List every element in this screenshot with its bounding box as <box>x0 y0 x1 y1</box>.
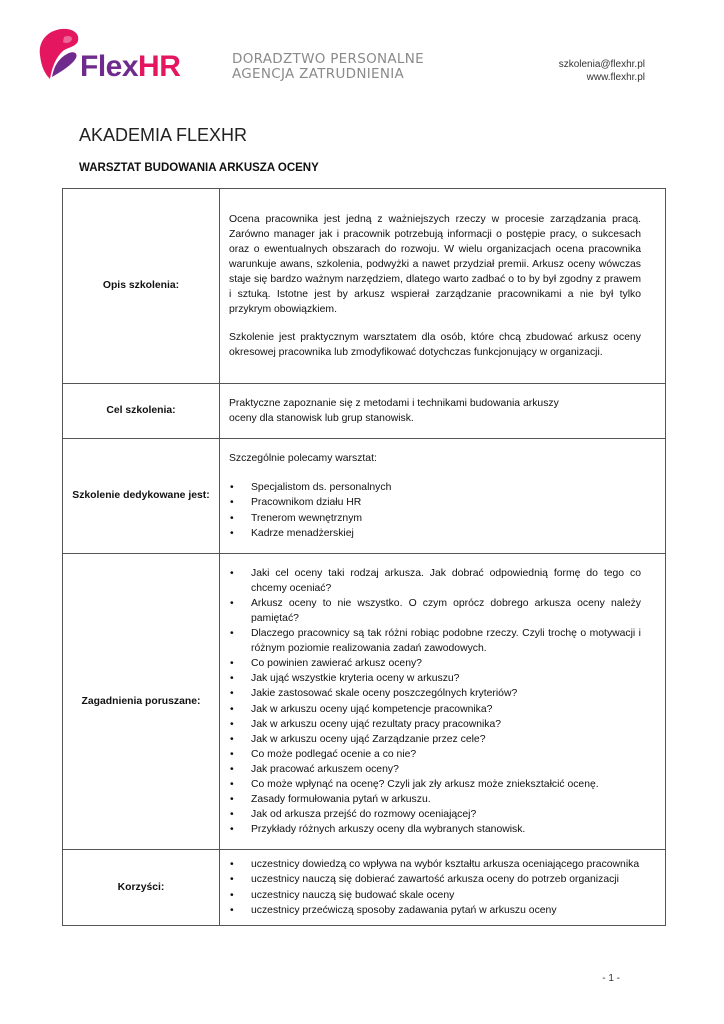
list-item: • Zasady formułowania pytań w arkuszu. <box>229 792 641 807</box>
contact-email[interactable]: szkolenia@flexhr.pl <box>558 59 645 70</box>
course-table <box>62 188 666 926</box>
opis-paragraph-2: Szkolenie jest praktycznym warsztatem dla osób, które chcą zbudować arkusz oceny okresowej pracownika lub zmodyfikować dotychczas funkcjonujący w organizacji. <box>229 332 641 359</box>
zagadnienia-list <box>229 566 641 838</box>
contact-info <box>559 58 645 84</box>
row-korzysci <box>63 850 666 926</box>
list-item: • Jak w arkuszu oceny ująć rezultaty pracy pracownika? <box>229 717 641 732</box>
opis-paragraph-1: Ocena pracownika jest jedną z ważniejszych rzeczy w procesie zarządzania pracą. Zarówno manager jak i pracownik potrzebują informacji o postępie pracy, o sukcesach oraz o ewentualnych obszarach do rozwoju. W wielu organizacjach ocena pracownika warunkuje awans, szkolenia, podwyżki a nawet przydział premii. Arkusz oceny wówczas staje się bardzo ważnym narzędziem, dlatego warto zadbać o to by był zgodny z prawem i sztuką. Istotne jest by arkusz wspierał zarządzanie pracownikami a nie był tylko przykrym obowiązkiem. <box>229 213 641 316</box>
list-item: • Jakie zastosować skale oceny poszczególnych kryteriów? <box>229 686 641 701</box>
list-item: • Co powinien zawierać arkusz oceny? <box>229 656 641 671</box>
list-item: • uczestnicy przećwiczą sposoby zadawania pytań w arkuszu oceny <box>229 903 645 918</box>
label-cel: Cel szkolenia: <box>63 384 220 439</box>
list-item: • Jak od arkusza przejść do rozmowy oceniającej? <box>229 807 641 822</box>
page-title: AKADEMIA FLEXHR <box>79 125 248 145</box>
row-dedykowane <box>63 439 666 554</box>
dedykowane-intro: Szczególnie polecamy warsztat: <box>229 453 377 465</box>
list-item: • Specjalistom ds. personalnych <box>229 480 641 495</box>
korzysci-list <box>229 857 645 917</box>
list-item: • Dlaczego pracownicy są tak różni robiąc podobne rzeczy. Czyli trochę o motywacji i różnym poziomie realizowania zadań zawodowych. <box>229 626 641 656</box>
list-item: • Jak pracować arkuszem oceny? <box>229 762 641 777</box>
list-item: • uczestnicy nauczą się dobierać zawartość arkusza oceny do potrzeb organizacji <box>229 872 645 887</box>
row-cel <box>63 384 666 439</box>
page-number: - 1 - <box>602 973 620 984</box>
list-item: • uczestnicy nauczą się budować skale oceny <box>229 888 645 903</box>
body-cel <box>220 384 666 439</box>
list-item: • Co może podlegać ocenie a co nie? <box>229 747 641 762</box>
tagline-line-1: DORADZTWO PERSONALNE <box>232 51 424 67</box>
list-item: • Jaki cel oceny taki rodzaj arkusza. Jak dobrać odpowiednią formę do tego co chcemy oceniać? <box>229 566 641 596</box>
list-item: • Pracownikom działu HR <box>229 495 641 510</box>
brand-name <box>80 50 180 84</box>
brand-flex: Flex <box>80 50 139 83</box>
body-dedykowane <box>220 439 666 554</box>
list-item: • Co może wpłynąć na ocenę? Czyli jak zły arkusz może zniekształcić ocenę. <box>229 777 641 792</box>
list-item: • uczestnicy dowiedzą co wpływa na wybór kształtu arkusza oceniającego pracownika <box>229 857 645 872</box>
workshop-title: WARSZTAT BUDOWANIA ARKUSZA OCENY <box>79 162 319 174</box>
list-item: • Przykłady różnych arkuszy oceny dla wybranych stanowisk. <box>229 822 641 837</box>
dedykowane-list <box>229 480 641 540</box>
label-opis: Opis szkolenia: <box>63 189 220 384</box>
list-item: • Arkusz oceny to nie wszystko. O czym oprócz dobrego arkusza oceny należy pamiętać? <box>229 596 641 626</box>
body-zagadnienia <box>220 554 666 850</box>
list-item: • Trenerom wewnętrznym <box>229 511 641 526</box>
contact-website[interactable]: www.flexhr.pl <box>586 72 645 83</box>
label-zagadnienia: Zagadnienia poruszane: <box>63 554 220 850</box>
row-zagadnienia <box>63 554 666 850</box>
tagline-line-2: AGENCJA ZATRUDNIENIA <box>232 66 405 82</box>
tagline <box>232 52 424 82</box>
cel-text: Praktyczne zapoznanie się z metodami i technikami budowania arkuszy oceny dla stanowisk lub grup stanowisk. <box>229 397 559 424</box>
body-korzysci <box>220 850 666 926</box>
label-korzysci: Korzyści: <box>63 850 220 926</box>
row-opis <box>63 189 666 384</box>
list-item: • Jak ująć wszystkie kryteria oceny w arkuszu? <box>229 671 641 686</box>
list-item: • Jak w arkuszu oceny ująć Zarządzanie przez cele? <box>229 732 641 747</box>
list-item: • Kadrze menadżerskiej <box>229 526 641 541</box>
page-header <box>0 0 724 100</box>
brand-hr: HR <box>138 50 181 83</box>
list-item: • Jak w arkuszu oceny ująć kompetencje pracownika? <box>229 702 641 717</box>
body-opis <box>220 189 666 384</box>
label-dedykowane: Szkolenie dedykowane jest: <box>63 439 220 554</box>
